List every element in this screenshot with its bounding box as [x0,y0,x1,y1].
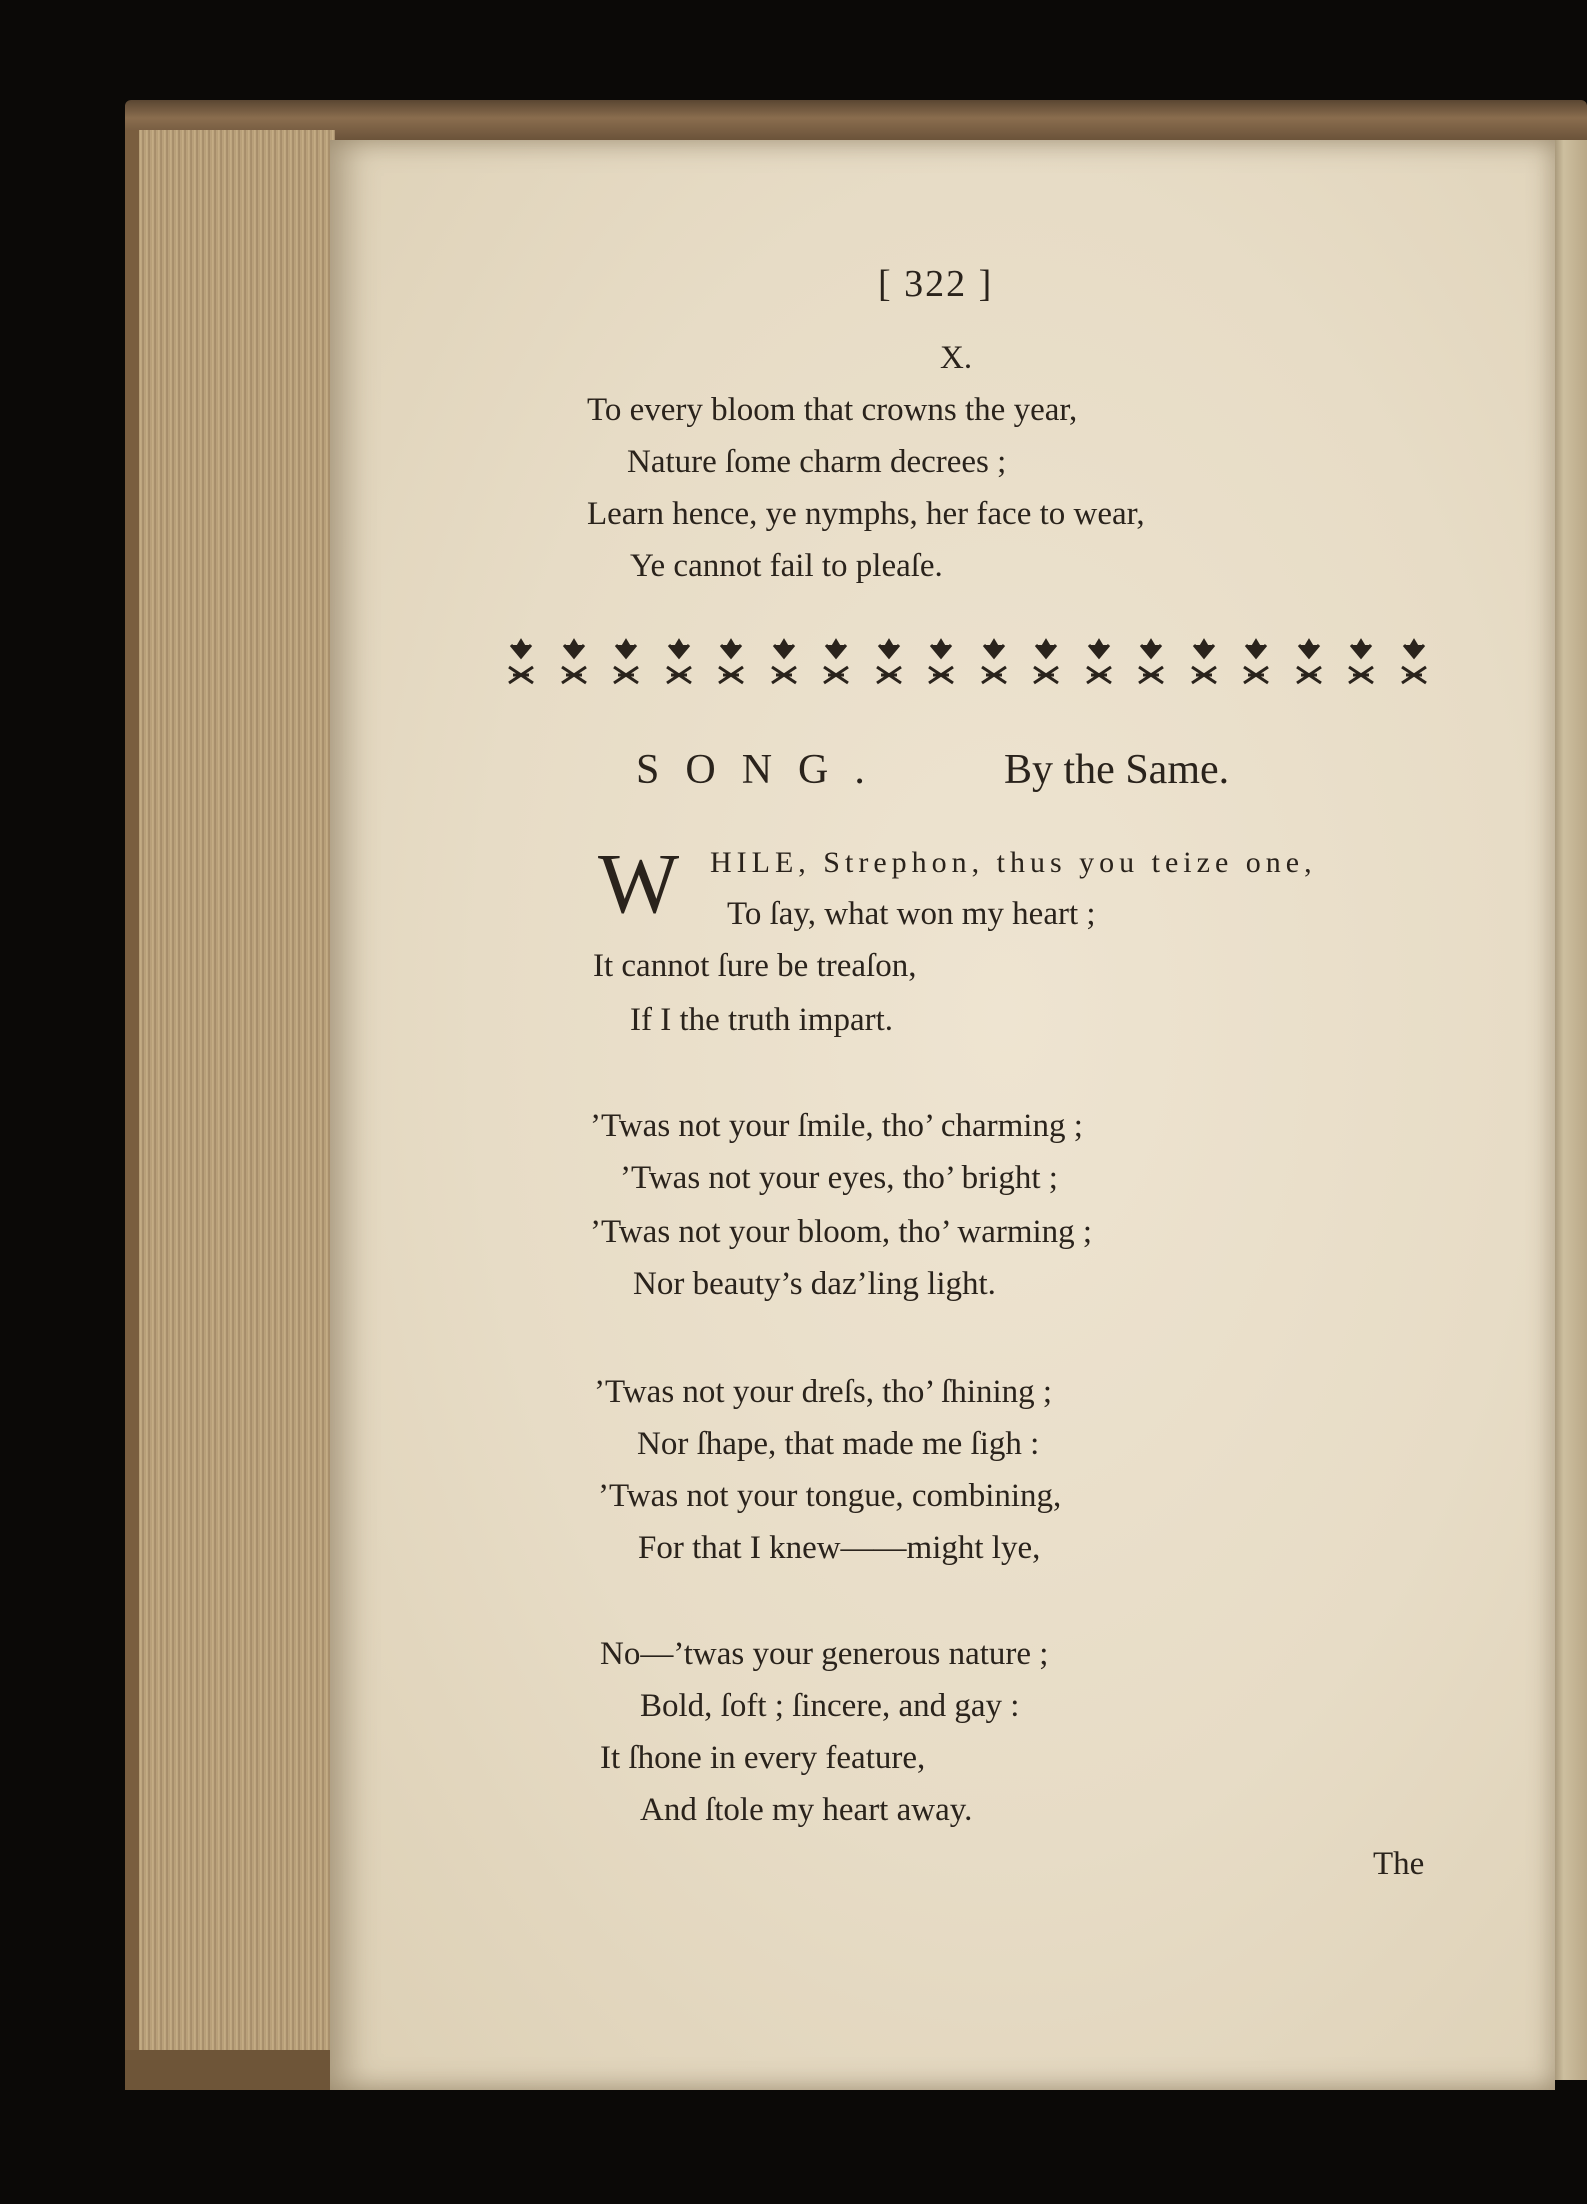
fleuron-ornament [1398,637,1430,687]
book-cover-edge [125,100,1587,140]
drop-cap: W [598,835,680,931]
fleuron-ornament [1345,637,1377,687]
fleuron-ornament [925,637,957,687]
catchword: The [1373,1846,1425,1882]
verse-line: Nor beauty’s daz’ling light. [633,1266,996,1302]
verse-line: To ſay, what won my heart ; [727,896,1096,932]
fleuron-ornament [1188,637,1220,687]
verse-line: It cannot ſure be treaſon, [593,948,917,984]
page-header: [ 322 ] [878,263,994,305]
verse-line: For that I knew——might lye, [638,1530,1041,1566]
stanza-number: X. [940,340,973,376]
book-spine-bottom [125,2050,355,2090]
verse-line: ’Twas not your dreſs, tho’ ſhining ; [594,1374,1053,1410]
verse-line: Bold, ſoft ; ſincere, and gay : [640,1688,1020,1724]
fleuron-ornament [1083,637,1115,687]
fleuron-ornament [715,637,747,687]
fleuron-ornament [1135,637,1167,687]
verse-line: ’Twas not your eyes, tho’ bright ; [620,1160,1058,1196]
fleuron-ornament [558,637,590,687]
verse-line: ’Twas not your tongue, combining, [598,1478,1062,1514]
fleuron-ornament [505,637,537,687]
verse-line: ’Twas not your ſmile, tho’ charming ; [590,1108,1083,1144]
verse-line: It ſhone in every feature, [600,1740,926,1776]
verse-line: And ſtole my heart away. [640,1792,973,1828]
fleuron-ornament [978,637,1010,687]
verse-line: No—’twas your generous nature ; [600,1636,1049,1672]
verse-line: Learn hence, ye nymphs, her face to wear, [587,496,1145,532]
fleuron-ornament [610,637,642,687]
fleuron-ornament [1293,637,1325,687]
verse-line: ’Twas not your bloom, tho’ warming ; [590,1214,1093,1250]
song-title: SONG. [636,747,891,793]
fleuron-ornament [663,637,695,687]
fleuron-ornament [820,637,852,687]
verse-line: If I the truth impart. [630,1002,894,1038]
fleuron-ornament [768,637,800,687]
fleuron-ornament [1030,637,1062,687]
printers-ornament-band [505,632,1430,692]
song-byline: By the Same. [1004,747,1230,793]
page-block-edges [125,130,335,2090]
verse-line: HILE, Strephon, thus you teize one, [710,846,1317,879]
fleuron-ornament [1240,637,1272,687]
verse-line: Ye cannot fail to pleaſe. [630,548,943,584]
verse-line: Nature ſome charm decrees ; [627,444,1007,480]
verse-line: To every bloom that crowns the year, [587,392,1078,428]
verse-line: Nor ſhape, that made me ſigh : [637,1426,1040,1462]
fleuron-ornament [873,637,905,687]
